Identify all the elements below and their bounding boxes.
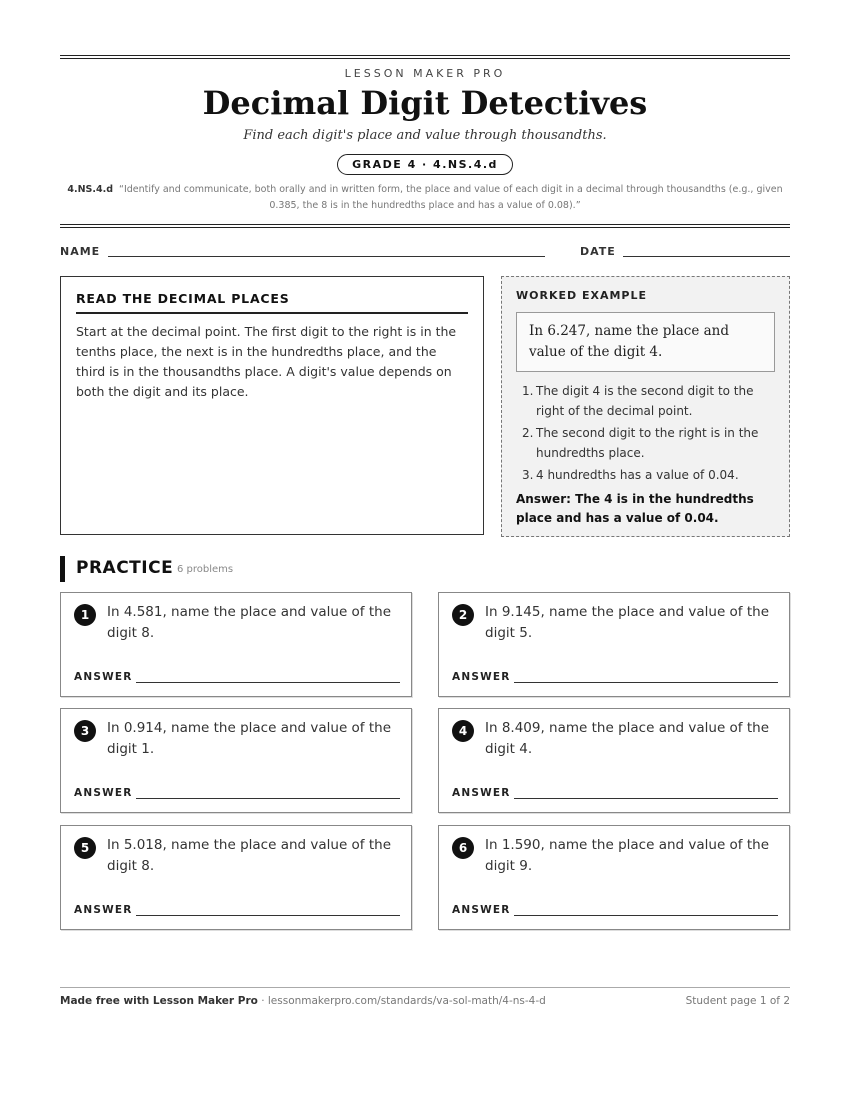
answer-label: ANSWER: [74, 904, 133, 916]
worked-example-steps: [516, 381, 775, 485]
top-rule: [60, 58, 790, 59]
problem-text: In 4.581, name the place and value of the digit 8.: [107, 604, 392, 641]
problem-text: In 1.590, name the place and value of the digit 9.: [485, 837, 770, 874]
footer-credit: [60, 995, 546, 1007]
problem-text: In 5.018, name the place and value of the digit 8.: [107, 837, 392, 874]
practice-problem: [60, 825, 412, 930]
worked-example-answer: Answer: The 4 is in the hundredths place and has a value of 0.04.: [516, 492, 754, 525]
answer-field[interactable]: [514, 682, 778, 683]
answer-field[interactable]: [514, 915, 778, 916]
answer-field[interactable]: [136, 915, 400, 916]
worked-example-title: WORKED EXAMPLE: [516, 289, 647, 302]
answer-label: ANSWER: [452, 904, 511, 916]
practice-problem: [438, 825, 790, 930]
practice-problem: [438, 708, 790, 813]
date-label: DATE: [580, 245, 616, 258]
problem-number-badge: 1: [74, 604, 96, 626]
problem-number-badge: 2: [452, 604, 474, 626]
name-date-row: [60, 245, 790, 259]
read-box-title: READ THE DECIMAL PLACES: [76, 291, 468, 314]
answer-label: ANSWER: [74, 787, 133, 799]
answer-label: ANSWER: [452, 671, 511, 683]
worked-example-step: 1. The digit 4 is the second digit to the right of the decimal point.: [522, 384, 754, 418]
answer-field[interactable]: [136, 682, 400, 683]
problem-number-badge: 3: [74, 720, 96, 742]
name-field[interactable]: [108, 256, 545, 257]
worked-example-box: [501, 276, 790, 537]
standard-text: “Identify and communicate, both orally and in written form, the place and value of each digit in a decimal through thousandths (e.g., given 0.385, the 8 is in the hundredths place and has a value of 0.08).”: [119, 184, 783, 211]
page-subtitle: Find each digit's place and value through thousandths.: [243, 128, 607, 143]
problem-number-badge: 6: [452, 837, 474, 859]
divider: [60, 227, 790, 228]
practice-title: PRACTICE: [76, 558, 174, 578]
footer-rule: [60, 987, 790, 988]
answer-field[interactable]: [136, 798, 400, 799]
divider: [60, 224, 790, 225]
problem-number-badge: 5: [74, 837, 96, 859]
worked-example-question: In 6.247, name the place and value of the digit 4.: [516, 312, 775, 372]
standard-code: 4.NS.4.d: [67, 184, 113, 195]
answer-field[interactable]: [514, 798, 778, 799]
worked-example-step: 3. 4 hundredths has a value of 0.04.: [522, 468, 739, 482]
practice-count: 6 problems: [177, 564, 234, 575]
footer-page-number: Student page 1 of 2: [685, 995, 790, 1007]
page-title: Decimal Digit Detectives: [202, 84, 648, 122]
problem-text: In 0.914, name the place and value of the digit 1.: [107, 720, 392, 757]
problem-text: In 9.145, name the place and value of the digit 5.: [485, 604, 770, 641]
standard-description: [60, 182, 790, 214]
answer-label: ANSWER: [74, 671, 133, 683]
top-rule: [60, 55, 790, 56]
problem-text: In 8.409, name the place and value of the digit 4.: [485, 720, 770, 757]
footer-url: · lessonmakerpro.com/standards/va-sol-math/4-ns-4-d: [257, 995, 546, 1007]
problem-number-badge: 4: [452, 720, 474, 742]
brand-label: LESSON MAKER PRO: [344, 67, 506, 80]
date-field[interactable]: [623, 256, 790, 257]
practice-problem: [438, 592, 790, 697]
name-label: NAME: [60, 245, 101, 258]
practice-problem: [60, 592, 412, 697]
practice-problem: [60, 708, 412, 813]
practice-accent-bar: [60, 556, 65, 582]
grade-badge: GRADE 4 · 4.NS.4.d: [337, 154, 513, 175]
footer-made-with: Made free with Lesson Maker Pro: [60, 995, 258, 1007]
read-decimal-places-box: [60, 276, 484, 535]
read-box-text: Start at the decimal point. The first digit to the right is in the tenths place, the next is in the hundredths place, and the third is in the thousandths place. A digit's value depends on both the digit and its place.: [76, 324, 457, 399]
worked-example-step: 2. The second digit to the right is in the hundredths place.: [522, 426, 759, 460]
answer-label: ANSWER: [452, 787, 511, 799]
